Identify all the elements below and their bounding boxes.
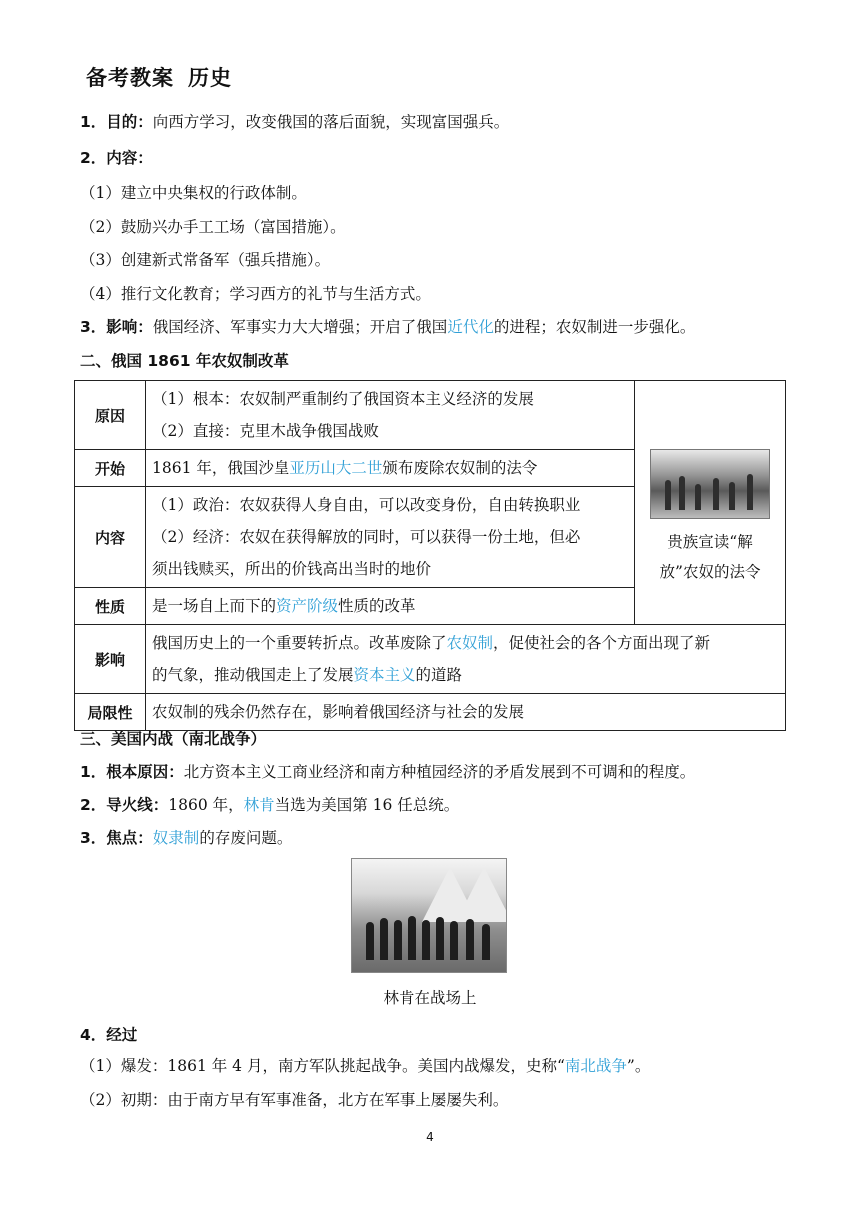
image-caption: 贵族宣读“解 放”农奴的法令 [659, 532, 761, 581]
highlight-term: 农奴制 [446, 634, 494, 652]
civil-war-item-3: 3．焦点：奴隶制的存废问题。 [80, 829, 293, 847]
highlight-term: 资产阶级 [276, 597, 339, 615]
peter-sub-3: （3）创建新式常备军（强兵措施）。 [80, 251, 331, 269]
civil-war-sub-1: （1）爆发：1861 年 4 月，南方军队挑起战争。美国内战爆发，史称“南北战争”。 [80, 1057, 651, 1075]
peter-item-3: 3．影响：俄国经济、军事实力大大增强；开启了俄国近代化的进程；农奴制进一步强化。 [80, 318, 696, 336]
civil-war-item-2: 2．导火线：1860 年，林肯当选为美国第 16 任总统。 [80, 796, 460, 814]
section-3-title: 三、美国内战（南北战争） [80, 730, 267, 748]
civil-war-item-1: 1．根本原因：北方资本主义工商业经济和南方种植园经济的矛盾发展到不可调和的程度。 [80, 763, 696, 781]
header-subject: 历史 [188, 66, 232, 90]
civil-war-item-4: 4．经过 [80, 1026, 138, 1044]
lincoln-image-caption: 林肯在战场上 [383, 989, 477, 1007]
highlight-term: 南北战争 [564, 1057, 627, 1075]
row-content: 1861 年，俄国沙皇亚历山大二世颁布废除农奴制的法令 [146, 450, 635, 487]
row-content: （1）根本：农奴制严重制约了俄国资本主义经济的发展 （2）直接：克里木战争俄国战败 [146, 381, 635, 450]
row-content: （1）政治：农奴获得人身自由，可以改变身份，自由转换职业 （2）经济：农奴在获得解放的同时，可以获得一份土地，但必 须出钱赎买，所出的价钱高出当时的地价 [146, 487, 635, 588]
row-content: 农奴制的残余仍然存在，影响着俄国经济与社会的发展 [146, 694, 786, 731]
highlight-term: 资本主义 [353, 666, 416, 684]
page-number: 4 [426, 1130, 434, 1144]
highlight-term: 奴隶制 [152, 829, 200, 847]
table-row-cause [75, 381, 786, 450]
highlight-term: 亚历山大二世 [289, 459, 383, 477]
row-label: 开始 [75, 450, 146, 487]
table-row-limit [75, 694, 786, 731]
section-2-title: 二、俄国 1861 年农奴制改革 [80, 352, 289, 370]
peter-sub-4: （4）推行文化教育；学习西方的礼节与生活方式。 [80, 285, 431, 303]
nobles-decree-image [650, 449, 770, 519]
header-title: 备考教案 [86, 66, 174, 90]
reform-table [74, 380, 786, 731]
peter-sub-1: （1）建立中央集权的行政体制。 [80, 184, 307, 202]
peter-sub-2: （2）鼓励兴办手工工场（富国措施）。 [80, 218, 346, 236]
row-label: 原因 [75, 381, 146, 450]
row-content: 是一场自上而下的资产阶级性质的改革 [146, 588, 635, 625]
page-header [86, 62, 232, 92]
table-row-impact [75, 625, 786, 694]
row-label: 影响 [75, 625, 146, 694]
row-label: 内容 [75, 487, 146, 588]
civil-war-sub-2: （2）初期：由于南方早有军事准备，北方在军事上屡屡失利。 [80, 1091, 509, 1109]
row-label: 局限性 [75, 694, 146, 731]
illustration-cell [635, 381, 786, 625]
row-label: 性质 [75, 588, 146, 625]
highlight-term: 林肯 [243, 796, 275, 814]
highlight-term: 近代化 [447, 318, 494, 336]
peter-item-2: 2．内容： [80, 149, 153, 167]
peter-item-1: 1．目的：向西方学习，改变俄国的落后面貌，实现富国强兵。 [80, 113, 510, 131]
row-content: 俄国历史上的一个重要转折点。改革废除了农奴制，促使社会的各个方面出现了新 的气象，推动俄国走上了发展资本主义的道路 [146, 625, 786, 694]
lincoln-battlefield-image [351, 858, 507, 973]
